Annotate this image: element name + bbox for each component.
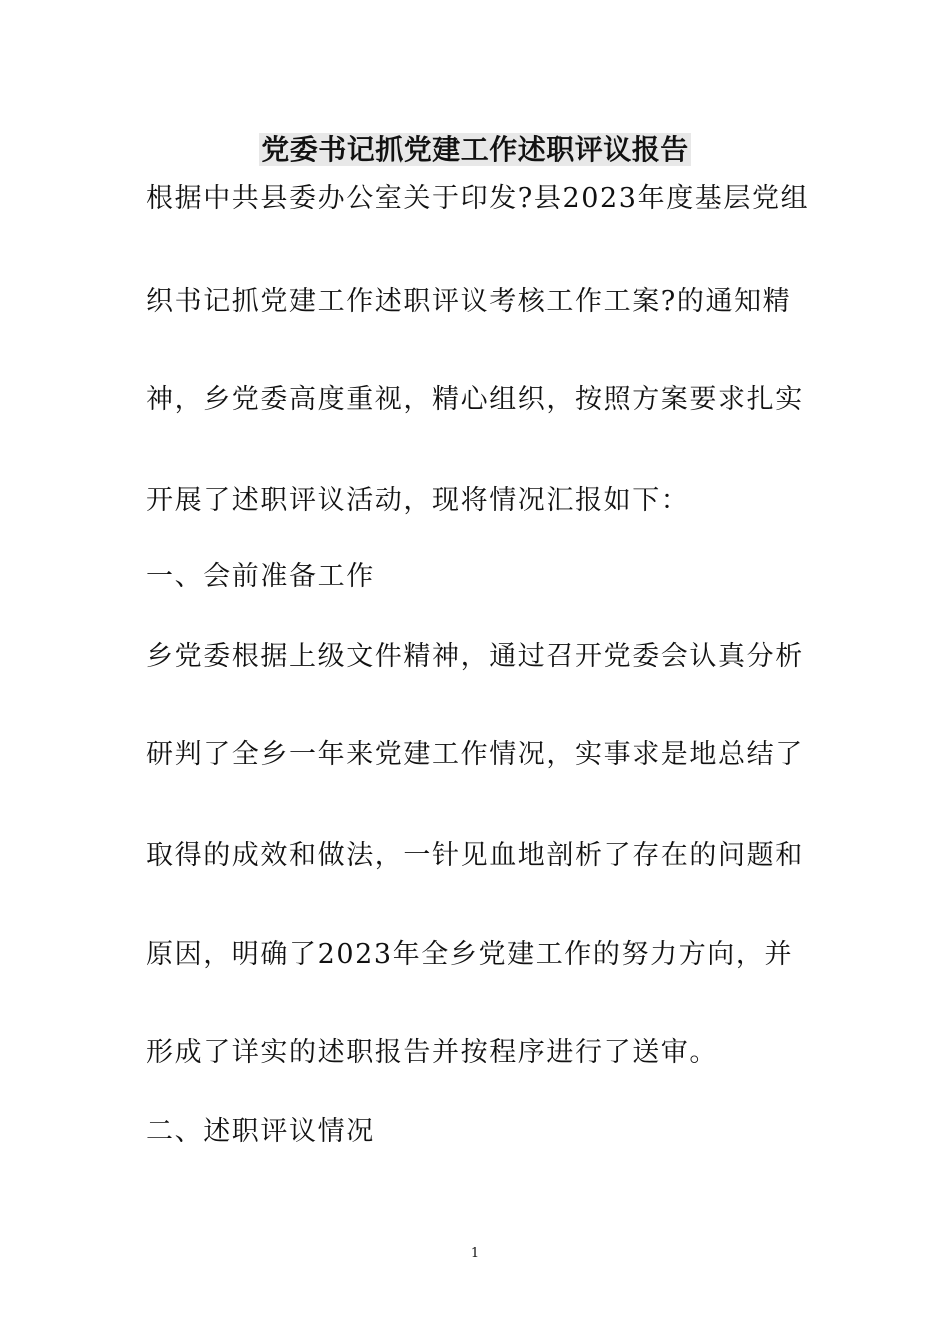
paragraph-line: 取得的成效和做法，一针见血地剖析了存在的问题和 <box>146 840 804 871</box>
paragraph-line: 织书记抓党建工作述职评议考核工作工案?的通知精 <box>146 286 792 317</box>
page-number: 1 <box>470 1246 480 1261</box>
paragraph-line: 根据中共县委办公室关于印发?县2023年度基层党组 <box>146 183 810 214</box>
document-title-text: 党委书记抓党建工作述职评议报告 <box>261 133 689 166</box>
paragraph-line: 形成了详实的述职报告并按程序进行了送审。 <box>146 1037 718 1068</box>
section-heading: 二、述职评议情况 <box>146 1116 375 1147</box>
paragraph-line: 开展了述职评议活动，现将情况汇报如下： <box>146 485 690 516</box>
document-title <box>0 128 950 172</box>
paragraph-line: 原因，明确了2023年全乡党建工作的努力方向，并 <box>146 939 794 970</box>
paragraph-line: 乡党委根据上级文件精神，通过召开党委会认真分析 <box>146 641 804 672</box>
paragraph-line: 研判了全乡一年来党建工作情况，实事求是地总结了 <box>146 739 804 770</box>
section-heading: 一、会前准备工作 <box>146 561 375 592</box>
paragraph-line: 神，乡党委高度重视，精心组织，按照方案要求扎实 <box>146 384 804 415</box>
